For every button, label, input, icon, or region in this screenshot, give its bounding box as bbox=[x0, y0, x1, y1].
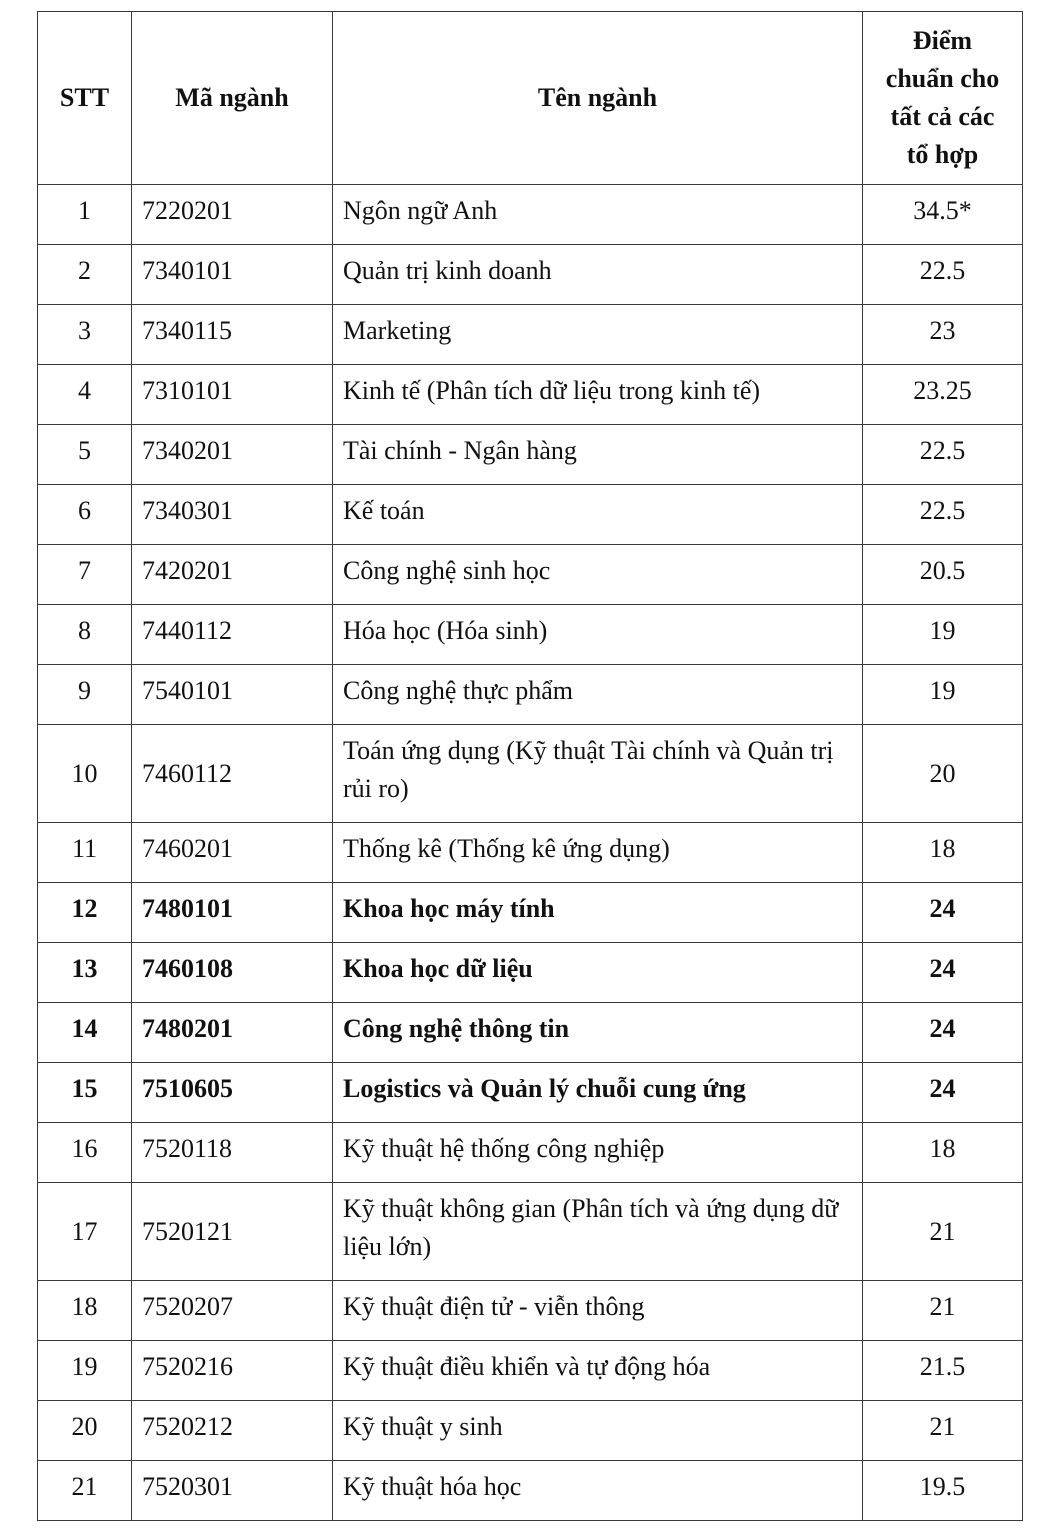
row-score: 18 bbox=[863, 823, 1023, 883]
row-score: 19.5 bbox=[863, 1461, 1023, 1521]
row-code: 7460201 bbox=[132, 823, 333, 883]
table-row bbox=[38, 545, 1023, 605]
table-row bbox=[38, 485, 1023, 545]
row-score: 22.5 bbox=[863, 485, 1023, 545]
row-name: Kỹ thuật hóa học bbox=[333, 1461, 863, 1521]
header-name: Tên ngành bbox=[333, 12, 863, 185]
row-score: 22.5 bbox=[863, 245, 1023, 305]
row-name: Hóa học (Hóa sinh) bbox=[333, 605, 863, 665]
row-code: 7520216 bbox=[132, 1341, 333, 1401]
row-stt: 20 bbox=[38, 1401, 132, 1461]
table-row bbox=[38, 305, 1023, 365]
row-name: Công nghệ sinh học bbox=[333, 545, 863, 605]
header-row bbox=[38, 12, 1023, 185]
row-name: Kỹ thuật y sinh bbox=[333, 1401, 863, 1461]
row-score: 20.5 bbox=[863, 545, 1023, 605]
row-code: 7520207 bbox=[132, 1281, 333, 1341]
table-row bbox=[38, 725, 1023, 823]
table-row bbox=[38, 665, 1023, 725]
row-code: 7220201 bbox=[132, 185, 333, 245]
row-score: 21 bbox=[863, 1281, 1023, 1341]
row-stt: 16 bbox=[38, 1123, 132, 1183]
table-row bbox=[38, 1003, 1023, 1063]
header-score-line: Điểm bbox=[912, 26, 973, 55]
row-code: 7520118 bbox=[132, 1123, 333, 1183]
row-stt: 18 bbox=[38, 1281, 132, 1341]
table-row bbox=[38, 1063, 1023, 1123]
table-row bbox=[38, 823, 1023, 883]
row-name: Kỹ thuật hệ thống công nghiệp bbox=[333, 1123, 863, 1183]
row-stt: 6 bbox=[38, 485, 132, 545]
row-code: 7460108 bbox=[132, 943, 333, 1003]
row-stt: 10 bbox=[38, 725, 132, 823]
table-row bbox=[38, 245, 1023, 305]
table-row bbox=[38, 883, 1023, 943]
table-row bbox=[38, 1401, 1023, 1461]
table-row bbox=[38, 943, 1023, 1003]
row-name: Khoa học dữ liệu bbox=[333, 943, 863, 1003]
row-score: 18 bbox=[863, 1123, 1023, 1183]
row-code: 7520121 bbox=[132, 1183, 333, 1281]
header-score-line: chuẩn cho bbox=[885, 64, 1000, 93]
row-stt: 8 bbox=[38, 605, 132, 665]
row-name: Logistics và Quản lý chuỗi cung ứng bbox=[333, 1063, 863, 1123]
row-stt: 19 bbox=[38, 1341, 132, 1401]
row-score: 23 bbox=[863, 305, 1023, 365]
row-score: 24 bbox=[863, 943, 1023, 1003]
row-name: Kỹ thuật điều khiển và tự động hóa bbox=[333, 1341, 863, 1401]
header-score bbox=[863, 12, 1023, 185]
row-name: Tài chính - Ngân hàng bbox=[333, 425, 863, 485]
row-score: 24 bbox=[863, 1063, 1023, 1123]
header-code: Mã ngành bbox=[132, 12, 333, 185]
table-row bbox=[38, 1281, 1023, 1341]
table-row bbox=[38, 1183, 1023, 1281]
row-code: 7340301 bbox=[132, 485, 333, 545]
row-score: 24 bbox=[863, 1003, 1023, 1063]
table-row bbox=[38, 1123, 1023, 1183]
row-code: 7480101 bbox=[132, 883, 333, 943]
row-name: Quản trị kinh doanh bbox=[333, 245, 863, 305]
row-name: Kinh tế (Phân tích dữ liệu trong kinh tế) bbox=[333, 365, 863, 425]
row-score: 34.5* bbox=[863, 185, 1023, 245]
row-name: Kỹ thuật không gian (Phân tích và ứng dụng dữ liệu lớn) bbox=[333, 1183, 863, 1281]
header-score-line: tổ hợp bbox=[906, 140, 979, 169]
row-code: 7310101 bbox=[132, 365, 333, 425]
row-code: 7340101 bbox=[132, 245, 333, 305]
table-row bbox=[38, 185, 1023, 245]
row-code: 7420201 bbox=[132, 545, 333, 605]
row-score: 24 bbox=[863, 883, 1023, 943]
row-score: 19 bbox=[863, 605, 1023, 665]
row-name: Công nghệ thông tin bbox=[333, 1003, 863, 1063]
row-stt: 7 bbox=[38, 545, 132, 605]
row-score: 20 bbox=[863, 725, 1023, 823]
row-stt: 5 bbox=[38, 425, 132, 485]
row-code: 7460112 bbox=[132, 725, 333, 823]
row-stt: 13 bbox=[38, 943, 132, 1003]
table-row bbox=[38, 425, 1023, 485]
row-name: Kế toán bbox=[333, 485, 863, 545]
row-name: Thống kê (Thống kê ứng dụng) bbox=[333, 823, 863, 883]
row-stt: 21 bbox=[38, 1461, 132, 1521]
header-stt: STT bbox=[38, 12, 132, 185]
row-name: Khoa học máy tính bbox=[333, 883, 863, 943]
row-code: 7520212 bbox=[132, 1401, 333, 1461]
table-body bbox=[38, 185, 1023, 1521]
row-score: 22.5 bbox=[863, 425, 1023, 485]
table-row bbox=[38, 1341, 1023, 1401]
row-stt: 17 bbox=[38, 1183, 132, 1281]
row-name: Ngôn ngữ Anh bbox=[333, 185, 863, 245]
row-score: 21.5 bbox=[863, 1341, 1023, 1401]
row-stt: 4 bbox=[38, 365, 132, 425]
row-stt: 2 bbox=[38, 245, 132, 305]
row-code: 7510605 bbox=[132, 1063, 333, 1123]
table-row bbox=[38, 1461, 1023, 1521]
row-score: 23.25 bbox=[863, 365, 1023, 425]
row-stt: 3 bbox=[38, 305, 132, 365]
header-score-line: tất cả các bbox=[890, 102, 995, 131]
row-score: 21 bbox=[863, 1401, 1023, 1461]
row-code: 7540101 bbox=[132, 665, 333, 725]
row-stt: 12 bbox=[38, 883, 132, 943]
row-code: 7480201 bbox=[132, 1003, 333, 1063]
row-name: Công nghệ thực phẩm bbox=[333, 665, 863, 725]
row-code: 7340115 bbox=[132, 305, 333, 365]
row-code: 7340201 bbox=[132, 425, 333, 485]
row-stt: 9 bbox=[38, 665, 132, 725]
row-stt: 14 bbox=[38, 1003, 132, 1063]
row-name: Kỹ thuật điện tử - viễn thông bbox=[333, 1281, 863, 1341]
table-row bbox=[38, 365, 1023, 425]
row-name: Marketing bbox=[333, 305, 863, 365]
row-stt: 11 bbox=[38, 823, 132, 883]
admission-score-table bbox=[37, 11, 1023, 1521]
row-name: Toán ứng dụng (Kỹ thuật Tài chính và Quản trị rủi ro) bbox=[333, 725, 863, 823]
row-code: 7520301 bbox=[132, 1461, 333, 1521]
row-stt: 15 bbox=[38, 1063, 132, 1123]
table-row bbox=[38, 605, 1023, 665]
row-score: 21 bbox=[863, 1183, 1023, 1281]
row-code: 7440112 bbox=[132, 605, 333, 665]
row-stt: 1 bbox=[38, 185, 132, 245]
row-score: 19 bbox=[863, 665, 1023, 725]
